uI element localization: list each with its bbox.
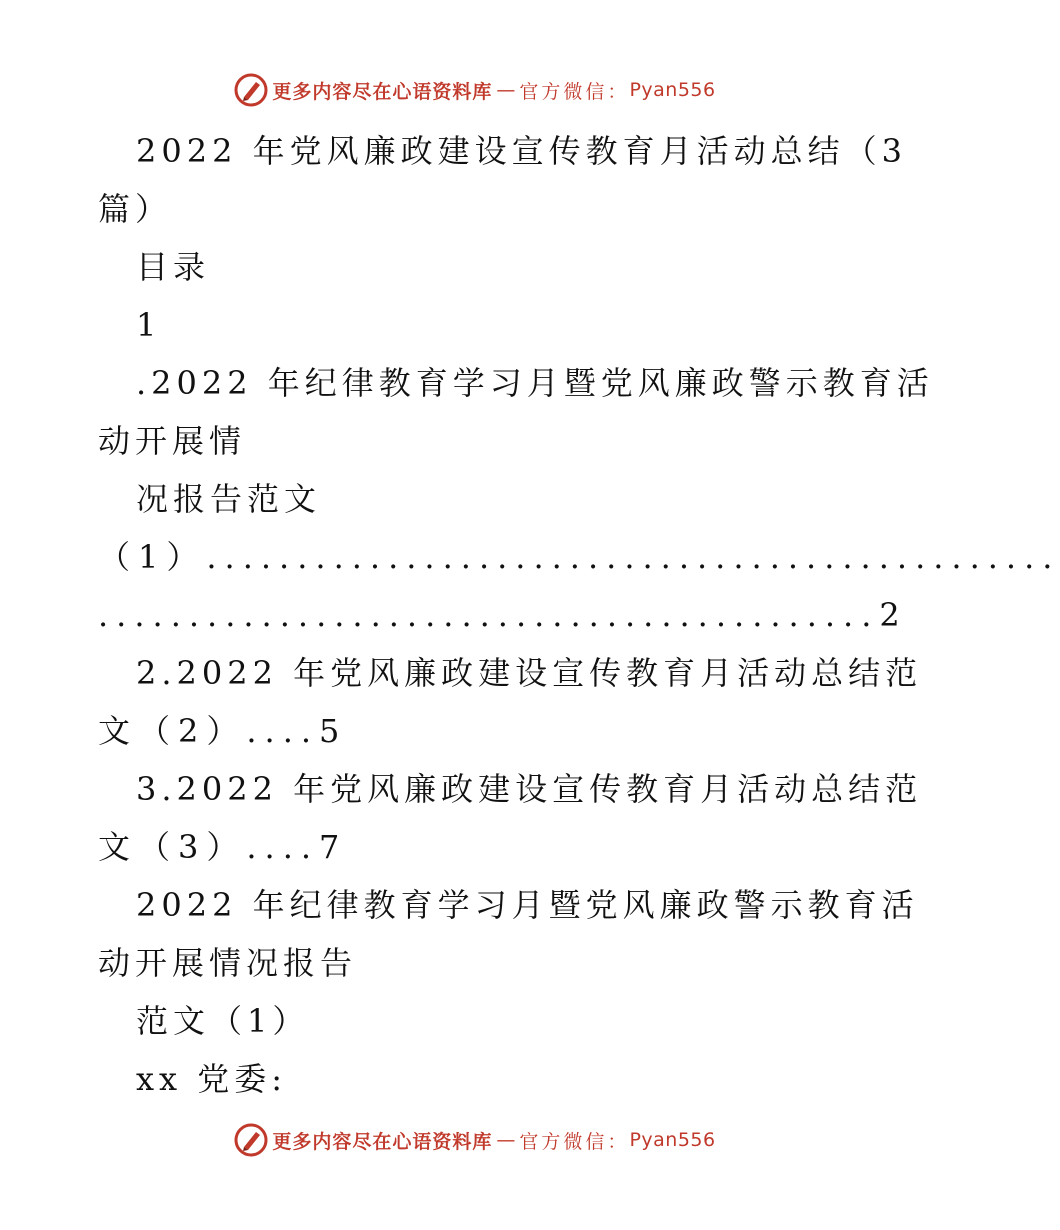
toc-item-1-line-2: 动开展情 — [98, 422, 247, 460]
toc-item-1-leader-2: ...........................................2 — [98, 596, 908, 634]
watermark-brand: 更多内容尽在心语资料库 — [272, 80, 493, 103]
watermark-dash: — — [496, 79, 516, 101]
doc-title-line-1: 2022 年党风廉政建设宣传教育月活动总结（3 — [136, 132, 907, 170]
watermark-account: Pyan556 — [629, 79, 716, 101]
section-title-line-2: 动开展情况报告 — [98, 944, 358, 982]
toc-item-1-leader-1: （1）............................................... — [98, 538, 1060, 576]
doc-title-line-2: 篇） — [98, 190, 173, 228]
watermark-brand: 更多内容尽在心语资料库 — [272, 1130, 493, 1153]
pen-logo-icon — [234, 73, 268, 107]
document-body — [98, 122, 1060, 1108]
footer-watermark — [0, 1120, 950, 1160]
watermark-official-label: 官方微信： — [519, 1130, 630, 1153]
toc-item-2-line-1: 2.2022 年党风廉政建设宣传教育月活动总结范 — [136, 654, 923, 692]
salutation: xx 党委: — [136, 1060, 288, 1098]
pen-logo-icon — [234, 1123, 268, 1157]
section-title-line-1: 2022 年纪律教育学习月暨党风廉政警示教育活 — [136, 886, 919, 924]
toc-item-1-line-3: 况报告范文 — [136, 480, 322, 518]
toc-item-3-line-2: 文（3）....7 — [98, 828, 348, 866]
header-watermark — [0, 70, 950, 110]
toc-item-3-line-1: 3.2022 年党风廉政建设宣传教育月活动总结范 — [136, 770, 923, 808]
watermark-official-label: 官方微信： — [519, 80, 630, 103]
toc-item-1-line-1: .2022 年纪律教育学习月暨党风廉政警示教育活 — [136, 364, 934, 402]
watermark-account: Pyan556 — [629, 1129, 716, 1151]
section-subtitle: 范文（1） — [136, 1002, 310, 1040]
toc-item-2-line-2: 文（2）....5 — [98, 712, 348, 750]
toc-heading: 目录 — [136, 248, 211, 286]
watermark-dash: — — [496, 1129, 516, 1151]
toc-item-1-number: 1 — [136, 306, 162, 344]
